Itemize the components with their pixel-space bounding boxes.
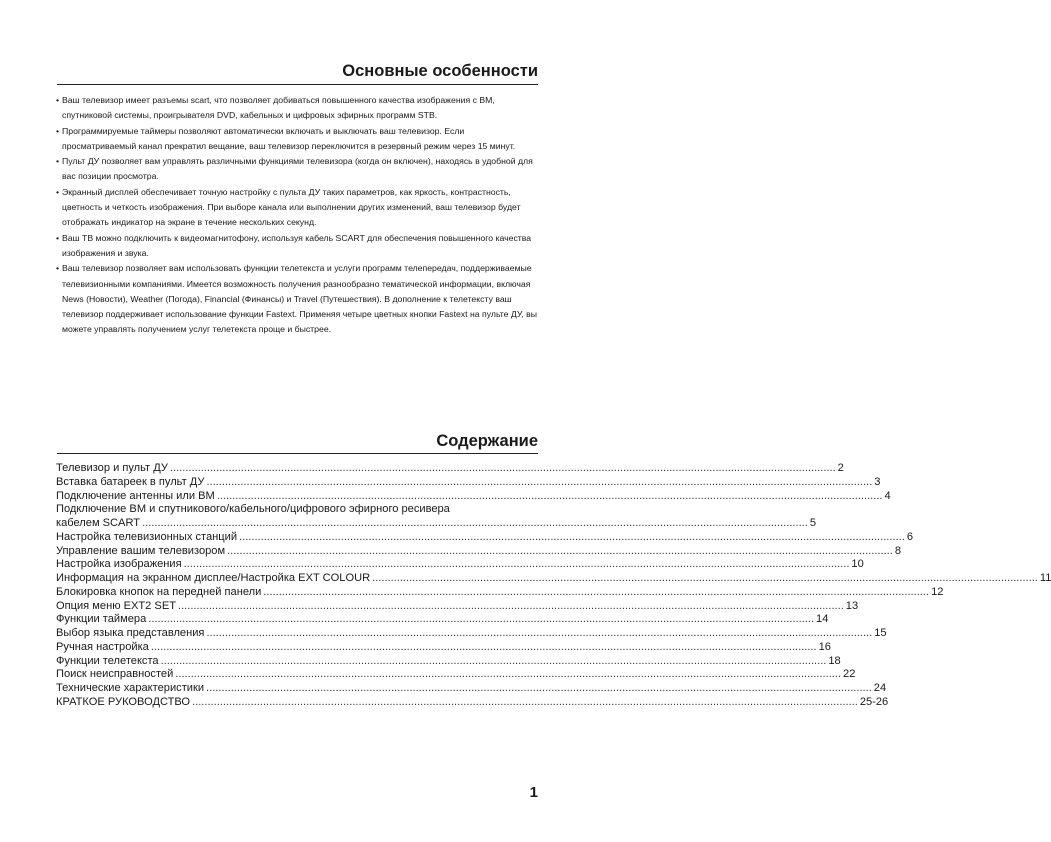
bullet-icon: • bbox=[56, 186, 60, 197]
toc-entry-title: КРАТКОЕ РУКОВОДСТВО bbox=[56, 695, 191, 708]
toc-page-number: 11 bbox=[1039, 572, 1051, 584]
toc-entry-title: Блокировка кнопок на передней панели bbox=[56, 585, 262, 598]
toc-entry[interactable] bbox=[56, 572, 1051, 586]
toc-entry[interactable] bbox=[56, 640, 831, 655]
toc-entry-title: кабелем SCART bbox=[56, 517, 141, 529]
toc-entry[interactable] bbox=[56, 585, 944, 600]
bullet-icon: • bbox=[56, 95, 60, 105]
table-of-contents bbox=[56, 462, 1051, 710]
toc-entry-title: Ручная настройка bbox=[56, 640, 149, 653]
toc-page-number: 22 bbox=[843, 668, 856, 681]
feature-item: • Экранный дисплей обеспечивает точную настройку с пульта ДУ таких параметров, как яркость, контрастность, цветность и четкость изображения. При выборе канала или выполнении других изменений, ваш телевизор будет отображать индикатор на экране в течение нескольких секунд. bbox=[56, 186, 521, 228]
toc-leader-dots: ........................................................................................................................................................................................................................ bbox=[192, 695, 858, 708]
toc-leader-dots: ........................................................................................................................................................................................................................ bbox=[206, 682, 872, 694]
toc-entry-title: Выбор языка представления bbox=[56, 627, 205, 639]
toc-leader-dots: ........................................................................................................................................................................................................................ bbox=[150, 640, 817, 653]
toc-leader-dots: ........................................................................................................................................................................................................................ bbox=[206, 627, 873, 639]
toc-page-number: 24 bbox=[873, 682, 887, 694]
toc-leader-dots: ........................................................................................................................................................................................................................ bbox=[160, 654, 827, 667]
toc-page-number: 16 bbox=[818, 640, 831, 653]
toc-leader-dots: ........................................................................................................................................................................................................................ bbox=[148, 613, 815, 626]
feature-item: • Ваш телевизор имеет разъемы scart, что позволяет добиваться повышенного качества изображения с ВМ, спутниковой системы, проигрывателя DVD, кабельных и цифровых эфирных программ STB. bbox=[56, 95, 495, 121]
toc-entry-title: Опция меню EXT2 SET bbox=[56, 599, 177, 612]
toc-leader-dots: ........................................................................................................................................................................................................................ bbox=[183, 558, 850, 571]
toc-entry[interactable] bbox=[56, 695, 889, 710]
toc-page-number: 14 bbox=[816, 613, 829, 626]
toc-entry-title: Управление вашим телевизором bbox=[56, 544, 226, 557]
toc-entry[interactable] bbox=[56, 627, 887, 641]
toc-leader-dots: ........................................................................................................................................................................................................................ bbox=[175, 668, 842, 681]
toc-page-number: 10 bbox=[851, 558, 864, 571]
toc-leader-dots: ........................................................................................................................................................................................................................ bbox=[216, 489, 883, 502]
toc-leader-dots: ........................................................................................................................................................................................................................ bbox=[142, 517, 808, 529]
toc-leader-dots: ........................................................................................................................................................................................................................ bbox=[169, 462, 836, 474]
toc-entry[interactable] bbox=[56, 558, 864, 572]
toc-entry[interactable] bbox=[56, 475, 881, 490]
toc-entry[interactable] bbox=[56, 462, 844, 476]
toc-entry[interactable] bbox=[56, 530, 913, 545]
feature-item: • Ваш ТВ можно подключить к видеомагнитофону, используя кабель SCART для обеспечения повышенного качества изображения и звука. bbox=[56, 232, 532, 258]
feature-item: • Ваш телевизор позволяет вам использовать функции телетекста и услуги программ телепередач, поддерживаемые телевизионными компаниями. Имеется возможность получения разнообразно тематической информации, включая News (Новости), Weather (Погода), Financial (Финансы) и Travel (Путешествия). В дополнение к телетексту ваш телевизор поддерживает использование функции Fastext. Применяя четыре цветных кнопки Fastext на пульте ДУ, вы можете управлять получением услуг телетекста проще и быстрее. bbox=[56, 263, 537, 335]
toc-page-number: 18 bbox=[828, 654, 841, 667]
bullet-icon: • bbox=[56, 232, 60, 243]
toc-leader-dots: ........................................................................................................................................................................................................................ bbox=[206, 475, 873, 488]
toc-page-number: 12 bbox=[931, 585, 944, 598]
toc-page-number: 15 bbox=[874, 627, 887, 639]
bullet-icon: • bbox=[56, 156, 60, 167]
toc-entry[interactable] bbox=[56, 668, 856, 682]
toc-page-number: 5 bbox=[809, 517, 816, 529]
toc-entry[interactable] bbox=[56, 682, 887, 696]
toc-entry[interactable] bbox=[56, 503, 816, 531]
toc-entry-title: Технические характеристики bbox=[56, 682, 205, 694]
features-divider bbox=[57, 84, 538, 85]
feature-item: • Программируемые таймеры позволяют автоматически включать и выключать ваш телевизор. Если просматриваемый канал прекратил вещание, ваш телевизор переключится в резервный режим через 15 минут. bbox=[56, 125, 516, 151]
toc-page-number: 6 bbox=[906, 530, 913, 543]
toc-entry-title: Функции таймера bbox=[56, 613, 147, 626]
toc-entry-title: Телевизор и пульт ДУ bbox=[56, 462, 168, 474]
toc-entry[interactable] bbox=[56, 654, 841, 669]
toc-page-number: 13 bbox=[845, 599, 859, 612]
toc-page-number: 3 bbox=[874, 475, 881, 488]
toc-leader-dots: ........................................................................................................................................................................................................................ bbox=[239, 530, 905, 543]
toc-entry-title: Информация на экранном дисплее/Настройка EXT COLOUR bbox=[56, 572, 371, 584]
feature-item: • Пульт ДУ позволяет вам управлять различными функциями телевизора (когда он включен), находясь в удобной для вас позиции просмотра. bbox=[56, 156, 533, 182]
toc-entry[interactable] bbox=[56, 613, 829, 627]
toc-entry[interactable] bbox=[56, 489, 891, 504]
toc-page-number: 8 bbox=[894, 544, 902, 557]
bullet-icon: • bbox=[56, 125, 60, 136]
toc-leader-dots: ........................................................................................................................................................................................................................ bbox=[263, 585, 930, 598]
toc-entry[interactable] bbox=[56, 599, 859, 614]
toc-entry-title: Настройка телевизионных станций bbox=[56, 530, 238, 543]
toc-entry-title: Поиск неисправностей bbox=[56, 668, 174, 681]
bullet-icon: • bbox=[56, 263, 60, 274]
toc-entry-title: Функции телетекста bbox=[56, 654, 159, 667]
toc-leader-dots: ........................................................................................................................................................................................................................ bbox=[227, 544, 893, 557]
toc-leader-dots: ........................................................................................................................................................................................................................ bbox=[372, 572, 1038, 584]
toc-entry-title: Вставка батареек в пульт ДУ bbox=[56, 475, 205, 488]
toc-entry-title: Подключение антенны или ВМ bbox=[56, 489, 215, 502]
toc-page-number: 2 bbox=[837, 462, 844, 474]
toc-entry-title: Подключение ВМ и спутникового/кабельного/цифрового эфирного ресивера bbox=[56, 503, 450, 516]
toc-page-number: 25-26 bbox=[859, 695, 889, 708]
contents-divider bbox=[57, 453, 538, 454]
features-list bbox=[56, 93, 540, 338]
toc-page-number: 4 bbox=[884, 489, 891, 502]
page-number: 1 bbox=[529, 784, 538, 801]
contents-heading: Содержание bbox=[436, 432, 538, 450]
toc-entry-title: Настройка изображения bbox=[56, 558, 182, 571]
toc-entry[interactable] bbox=[56, 544, 902, 559]
toc-leader-dots: ........................................................................................................................................................................................................................ bbox=[178, 599, 844, 612]
features-heading: Основные особенности bbox=[342, 62, 538, 80]
